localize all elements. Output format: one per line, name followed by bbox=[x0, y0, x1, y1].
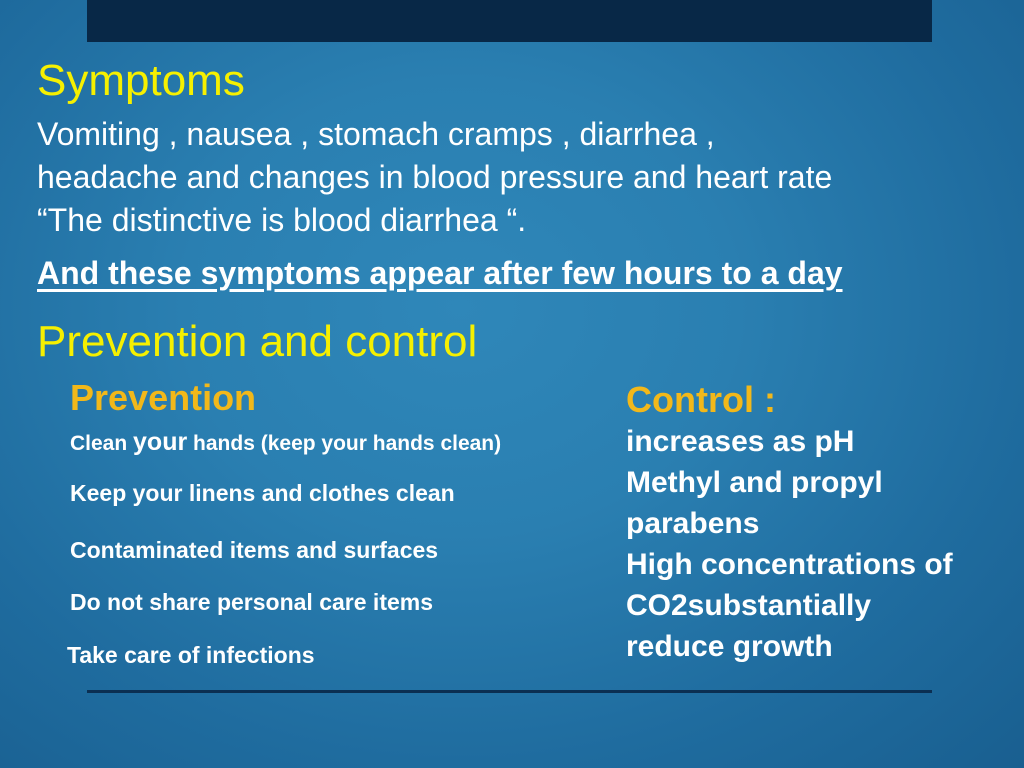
prevention-item: Clean your hands (keep your hands clean) bbox=[70, 428, 502, 456]
control-line: parabens bbox=[626, 507, 760, 540]
bottom-divider bbox=[87, 690, 932, 693]
control-line: reduce growth bbox=[626, 630, 833, 663]
prevention-item: Keep your linens and clothes clean bbox=[70, 480, 455, 506]
prevention-control-title: Prevention and control bbox=[37, 317, 478, 366]
symptoms-line: headache and changes in blood pressure and heart rate bbox=[37, 159, 833, 195]
symptoms-line: Vomiting , nausea , stomach cramps , diarrhea , bbox=[37, 116, 715, 152]
control-line: Methyl and propyl bbox=[626, 466, 883, 499]
symptoms-line: “The distinctive is blood diarrhea “. bbox=[37, 202, 527, 238]
prevention-item: Take care of infections bbox=[67, 642, 315, 668]
top-banner-bar bbox=[87, 0, 932, 42]
control-line: High concentrations of bbox=[626, 548, 953, 581]
symptom-onset-note: And these symptoms appear after few hours to a day bbox=[37, 255, 843, 291]
control-line: CO2substantially bbox=[626, 589, 872, 622]
prevention-heading: Prevention bbox=[70, 377, 257, 418]
control-heading: Control : bbox=[626, 379, 776, 420]
control-line: increases as pH bbox=[626, 425, 855, 458]
prevention-item: Do not share personal care items bbox=[70, 589, 434, 615]
symptoms-description bbox=[37, 113, 997, 242]
prevention-item: Contaminated items and surfaces bbox=[70, 537, 439, 563]
symptoms-title: Symptoms bbox=[37, 56, 245, 105]
control-description bbox=[626, 421, 1006, 667]
